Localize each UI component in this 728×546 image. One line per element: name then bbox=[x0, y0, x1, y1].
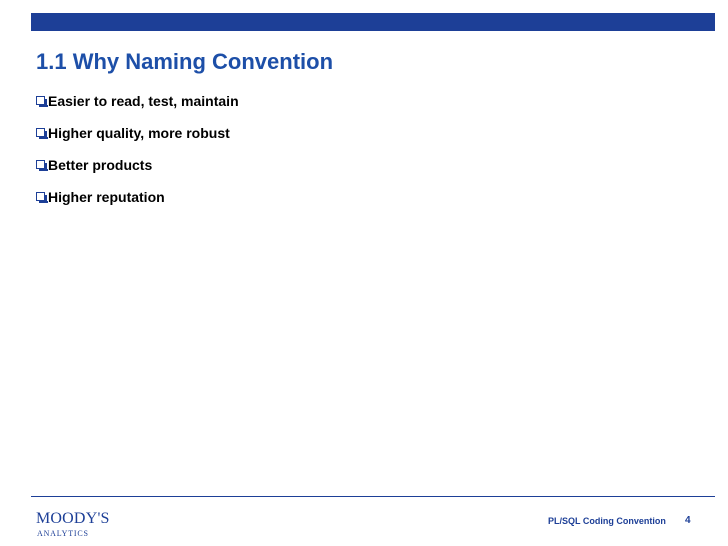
bullet-item bbox=[36, 189, 239, 205]
logo-line1: MOODY'S bbox=[36, 510, 110, 527]
bullet-item bbox=[36, 125, 239, 141]
bullet-text: Higher reputation bbox=[48, 189, 165, 205]
slide-title: 1.1 Why Naming Convention bbox=[36, 49, 334, 74]
checkbox-bullet-icon bbox=[36, 160, 45, 169]
bullet-list bbox=[36, 93, 239, 221]
footer-divider bbox=[31, 496, 715, 497]
bullet-text: Easier to read, test, maintain bbox=[48, 93, 239, 109]
header-bar bbox=[31, 13, 715, 31]
bullet-text: Better products bbox=[48, 157, 153, 173]
bullet-text: Higher quality, more robust bbox=[48, 125, 230, 141]
bullet-item bbox=[36, 157, 239, 173]
page-number: 4 bbox=[685, 515, 691, 526]
checkbox-bullet-icon bbox=[36, 192, 45, 201]
bullet-item bbox=[36, 93, 239, 109]
moodys-analytics-logo bbox=[36, 508, 116, 538]
checkbox-bullet-icon bbox=[36, 128, 45, 137]
presentation-title: PL/SQL Coding Convention bbox=[548, 516, 666, 526]
checkbox-bullet-icon bbox=[36, 96, 45, 105]
logo-line2: ANALYTICS bbox=[37, 529, 89, 538]
